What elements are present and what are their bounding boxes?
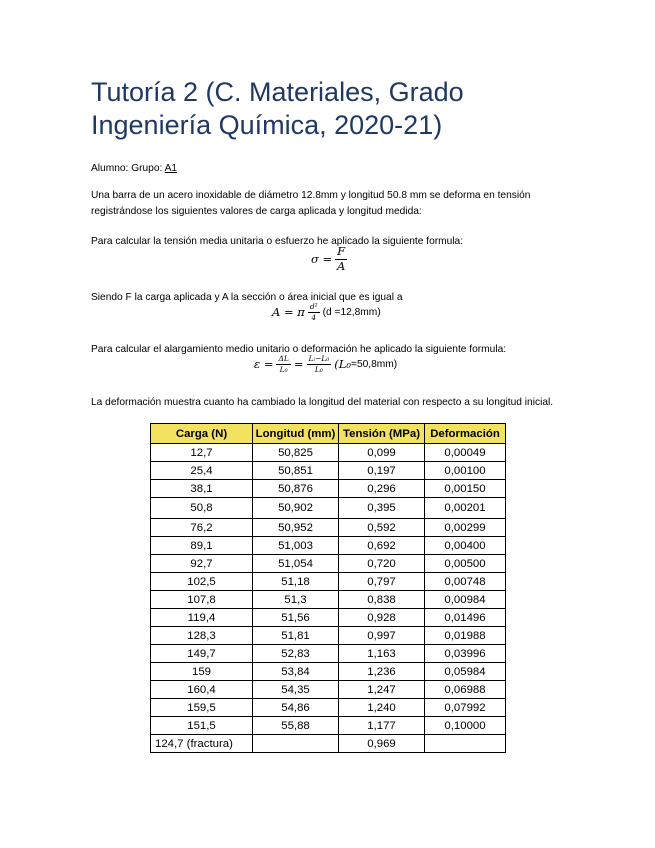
cell-length: 50,851 bbox=[253, 462, 339, 480]
table-row bbox=[151, 663, 506, 681]
table-row bbox=[151, 681, 506, 699]
cell-strain: 0,01988 bbox=[425, 627, 506, 645]
cell-stress: 0,997 bbox=[339, 627, 425, 645]
table-row bbox=[151, 444, 506, 462]
cell-strain: 0,00299 bbox=[425, 519, 506, 537]
cell-load: 160,4 bbox=[151, 681, 253, 699]
cell-length: 51,3 bbox=[253, 591, 339, 609]
cell-length: 51,56 bbox=[253, 609, 339, 627]
stress-formula-numerator: F bbox=[337, 244, 346, 258]
cell-strain: 0,07992 bbox=[425, 699, 506, 717]
cell-length: 50,902 bbox=[253, 498, 339, 519]
table-row bbox=[151, 735, 506, 753]
strain-formula bbox=[254, 355, 397, 373]
cell-stress: 0,296 bbox=[339, 480, 425, 498]
cell-length: 55,88 bbox=[253, 717, 339, 735]
cell-length: 50,952 bbox=[253, 519, 339, 537]
table-row bbox=[151, 699, 506, 717]
cell-length: 50,825 bbox=[253, 444, 339, 462]
table-row bbox=[151, 627, 506, 645]
cell-length: 54,35 bbox=[253, 681, 339, 699]
cell-load: 38,1 bbox=[151, 480, 253, 498]
table-row bbox=[151, 717, 506, 735]
cell-load: 89,1 bbox=[151, 537, 253, 555]
stress-formula-denominator: A bbox=[336, 258, 346, 273]
table-body bbox=[151, 444, 506, 753]
student-line bbox=[91, 161, 561, 177]
stress-text: Para calcular la tensión media unitaria o esfuerzo he aplicado la siguiente formula: bbox=[91, 236, 464, 247]
cell-length: 50,876 bbox=[253, 480, 339, 498]
cell-length: 51,18 bbox=[253, 573, 339, 591]
cell-strain: 0,06988 bbox=[425, 681, 506, 699]
cell-stress: 0,099 bbox=[339, 444, 425, 462]
area-formula-note: (d =12,8mm) bbox=[322, 306, 381, 318]
page-title: Tutoría 2 (C. Materiales, Grado Ingeniería Química, 2020-21) bbox=[91, 77, 464, 140]
cell-length bbox=[253, 735, 339, 753]
strain-formula-denominator-1: L₀ bbox=[279, 364, 288, 374]
table-row bbox=[151, 555, 506, 573]
cell-load: 119,4 bbox=[151, 609, 253, 627]
cell-stress: 0,969 bbox=[339, 735, 425, 753]
stress-formula-lhs: σ = bbox=[311, 252, 333, 266]
area-formula bbox=[272, 303, 381, 321]
cell-strain: 0,00400 bbox=[425, 537, 506, 555]
cell-load: 102,5 bbox=[151, 573, 253, 591]
cell-load: 124,7 (fractura) bbox=[151, 735, 253, 753]
table-row bbox=[151, 609, 506, 627]
cell-strain: 0,00201 bbox=[425, 498, 506, 519]
table-row bbox=[151, 591, 506, 609]
cell-length: 53,84 bbox=[253, 663, 339, 681]
strain-formula-equals: = bbox=[293, 357, 304, 371]
cell-stress: 0,838 bbox=[339, 591, 425, 609]
header-stress: Tensión (MPa) bbox=[339, 424, 425, 444]
cell-strain: 0,00984 bbox=[425, 591, 506, 609]
cell-stress: 1,247 bbox=[339, 681, 425, 699]
cell-stress: 1,240 bbox=[339, 699, 425, 717]
cell-strain: 0,03996 bbox=[425, 645, 506, 663]
table-header-row bbox=[151, 424, 506, 444]
table-row bbox=[151, 480, 506, 498]
header-length: Longitud (mm) bbox=[253, 424, 339, 444]
cell-load: 151,5 bbox=[151, 717, 253, 735]
cell-strain: 0,00748 bbox=[425, 573, 506, 591]
cell-stress: 0,928 bbox=[339, 609, 425, 627]
table-row bbox=[151, 573, 506, 591]
cell-stress: 0,797 bbox=[339, 573, 425, 591]
strain-formula-note-var: (L₀ bbox=[334, 357, 352, 371]
table-row bbox=[151, 645, 506, 663]
group-value: A1 bbox=[164, 163, 178, 174]
cell-strain: 0,00049 bbox=[425, 444, 506, 462]
cell-stress: 1,177 bbox=[339, 717, 425, 735]
deformation-text: La deformación muestra cuanto ha cambiado la longitud del material con respecto a su longitud inicial. bbox=[91, 397, 554, 408]
table-row bbox=[151, 537, 506, 555]
cell-length: 51,054 bbox=[253, 555, 339, 573]
cell-load: 107,8 bbox=[151, 591, 253, 609]
cell-stress: 0,692 bbox=[339, 537, 425, 555]
cell-stress: 1,163 bbox=[339, 645, 425, 663]
cell-strain: 0,05984 bbox=[425, 663, 506, 681]
cell-load: 149,7 bbox=[151, 645, 253, 663]
cell-length: 51,81 bbox=[253, 627, 339, 645]
cell-length: 54,86 bbox=[253, 699, 339, 717]
strain-formula-note: =50,8mm) bbox=[351, 358, 398, 370]
cell-load: 76,2 bbox=[151, 519, 253, 537]
stress-formula bbox=[311, 246, 350, 272]
student-label: Alumno: Grupo: bbox=[91, 163, 165, 174]
table-row bbox=[151, 519, 506, 537]
cell-load: 92,7 bbox=[151, 555, 253, 573]
cell-stress: 1,236 bbox=[339, 663, 425, 681]
area-formula-denominator: 4 bbox=[311, 312, 317, 322]
strain-formula-numerator-1: ΔL bbox=[278, 354, 289, 363]
cell-load: 159,5 bbox=[151, 699, 253, 717]
results-table bbox=[150, 423, 506, 753]
cell-strain: 0,00100 bbox=[425, 462, 506, 480]
cell-strain: 0,01496 bbox=[425, 609, 506, 627]
area-formula-lhs: A = π bbox=[272, 305, 305, 319]
cell-load: 12,7 bbox=[151, 444, 253, 462]
area-formula-numerator: d² bbox=[309, 302, 318, 311]
cell-strain: 0,00500 bbox=[425, 555, 506, 573]
cell-stress: 0,197 bbox=[339, 462, 425, 480]
header-load: Carga (N) bbox=[151, 424, 253, 444]
cell-stress: 0,720 bbox=[339, 555, 425, 573]
strain-formula-lhs: ε = bbox=[254, 357, 274, 371]
cell-length: 52,83 bbox=[253, 645, 339, 663]
cell-length: 51,003 bbox=[253, 537, 339, 555]
cell-stress: 0,592 bbox=[339, 519, 425, 537]
cell-strain bbox=[425, 735, 506, 753]
strain-formula-numerator-2: Lᵢ−L₀ bbox=[308, 354, 330, 363]
cell-load: 50,8 bbox=[151, 498, 253, 519]
header-strain: Deformación bbox=[425, 424, 506, 444]
strain-text: Para calcular el alargamiento medio unitario o deformación he aplicado la siguiente formula: bbox=[91, 344, 507, 355]
table-row bbox=[151, 498, 506, 519]
strain-formula-denominator-2: L₀ bbox=[314, 364, 323, 374]
cell-load: 128,3 bbox=[151, 627, 253, 645]
cell-load: 25,4 bbox=[151, 462, 253, 480]
cell-load: 159 bbox=[151, 663, 253, 681]
intro-paragraph: Una barra de un acero inoxidable de diámetro 12.8mm y longitud 50.8 mm se deforma en tensión registrándose los siguientes valores de carga aplicada y longitud medida: bbox=[91, 190, 531, 217]
cell-strain: 0,00150 bbox=[425, 480, 506, 498]
table-row bbox=[151, 462, 506, 480]
cell-stress: 0,395 bbox=[339, 498, 425, 519]
cell-strain: 0,10000 bbox=[425, 717, 506, 735]
area-text: Siendo F la carga aplicada y A la sección o área inicial que es igual a bbox=[91, 292, 403, 303]
